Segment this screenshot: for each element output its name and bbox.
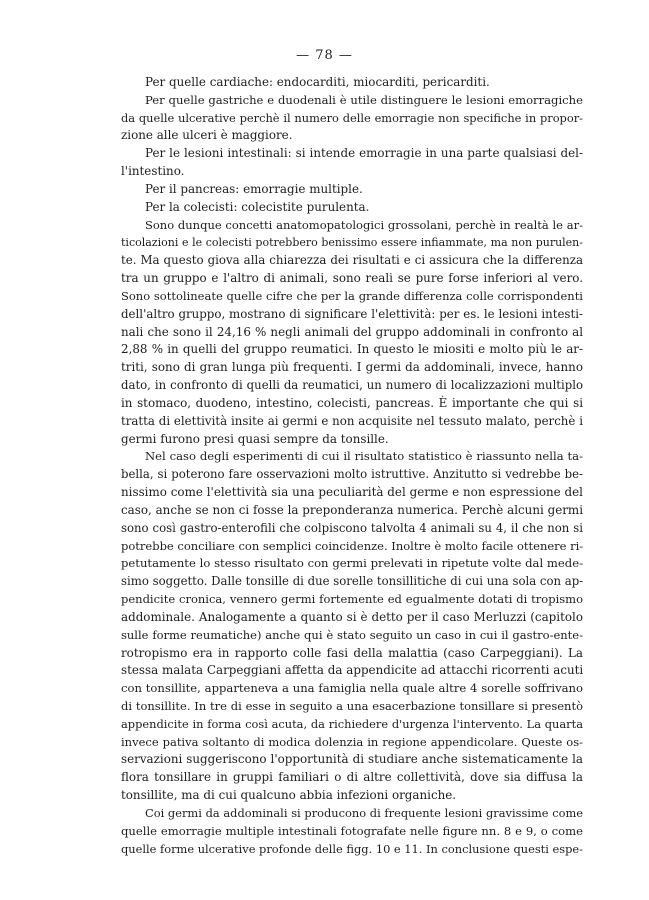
text-line: caso, anche se non ci fosse la preponderanza numerica. Perchè alcuni germi xyxy=(121,502,583,517)
text-line: tra un gruppo e l'altro di animali, sono reali se pure forse inferiori al vero. xyxy=(121,271,583,286)
text-line: Nel caso degli esperimenti di cui il risultato statistico è riassunto nella ta- xyxy=(145,449,583,464)
text-line: germi furono presi quasi sempre da tonsille. xyxy=(121,431,389,446)
text-line: con tonsillite, apparteneva a una famiglia nella quale altre 4 sorelle soffrivano xyxy=(121,681,583,696)
text-line: pendicite cronica, vennero germi fortemente ed egualmente dotati di tropismo xyxy=(121,592,583,607)
text-line: nali che sono il 24,16 % negli animali del gruppo addominali in confronto al xyxy=(121,324,583,339)
text-line: petutamente lo stesso risultato con germi prelevati in ripetute volte dal mede- xyxy=(121,556,583,571)
text-line: dell'altro gruppo, mostrano di significare l'elettività: per es. le lesioni intesti- xyxy=(121,306,583,321)
text-line: Sono sottolineate quelle cifre che per la grande differenza colle corrispondenti xyxy=(121,288,583,303)
text-line: stessa malata Carpeggiani affetta da appendicite ad attacchi ricorrenti acuti xyxy=(121,663,584,678)
text-line: servazioni suggeriscono l'opportunità di studiare anche sistematicamente la xyxy=(121,752,583,767)
text-line: te. Ma questo giova alla chiarezza dei risultati e ci assicura che la differenza xyxy=(121,253,583,268)
text-line: rotropismo era in rapporto colle fasi della malattia (caso Carpeggiani). La xyxy=(121,645,583,660)
page-number: — 78 — xyxy=(296,48,353,63)
text-line: simo soggetto. Dalle tonsille di due sorelle tonsillitiche di cui una sola con ap- xyxy=(121,574,584,589)
text-line: nissimo come l'elettività sia una peculiarità del germe e non espressione del xyxy=(121,485,583,500)
text-line: triti, sono di gran lunga più frequenti. I germi da addominali, invece, hanno xyxy=(121,360,583,375)
text-line: Per la colecisti: colecistite purulenta. xyxy=(145,199,370,214)
text-line: tonsillite, ma di cui qualcuno abbia infezioni organiche. xyxy=(121,788,457,803)
text-line: quelle emorragie multiple intestinali fotografate nelle figure nn. 8 e 9, o come xyxy=(121,823,583,838)
text-line: ticolazioni e le colecisti potrebbero benissimo essere infiammate, ma non purulen- xyxy=(121,236,583,250)
text-line: 2,88 % in quelli del gruppo reumatici. In questo le miositi e molto più le ar- xyxy=(121,342,583,357)
text-line: bella, si poterono fare osservazioni molto istruttive. Anzitutto si vedrebbe be- xyxy=(121,467,583,482)
text-line: di tonsillite. In tre di esse in seguito a una esacerbazione tonsillare si presentò xyxy=(121,698,583,713)
text-line: quelle forme ulcerative profonde delle figg. 10 e 11. In conclusione questi espe- xyxy=(121,841,583,856)
text-line: invece pativa soltanto di modica dolenzia in regione appendicolare. Queste os- xyxy=(121,734,583,749)
text-line: da quelle ulcerative perchè il numero delle emorragie non specifiche in propor- xyxy=(121,110,583,125)
text-line: Per le lesioni intestinali: si intende emorragie in una parte qualsiasi del- xyxy=(145,146,583,161)
text-line: flora tonsillare in gruppi familiari o di altre collettività, dove sia diffusa la xyxy=(121,770,583,785)
text-line: Sono dunque concetti anatomopatologici grossolani, perchè in realtà le ar- xyxy=(145,217,583,232)
text-line: tratta di elettività insite ai germi e non acquisite nel tessuto malato, perchè i xyxy=(121,413,583,428)
text-line: potrebbe conciliare con semplici coincidenze. Inoltre è molto facile ottenere ri- xyxy=(121,538,584,553)
text-line: appendicite in forma così acuta, da richiedere d'urgenza l'intervento. La quarta xyxy=(121,716,583,731)
text-line: sono così gastro-enterofili che colpiscono talvolta 4 animali su 4, il che non si xyxy=(121,520,583,535)
text-line: in stomaco, duodeno, intestino, colecisti, pancreas. È importante che qui si xyxy=(121,395,583,410)
text-line: addominale. Analogamente a quanto si è detto per il caso Merluzzi (capitolo xyxy=(121,609,583,624)
text-line: Per il pancreas: emorragie multiple. xyxy=(145,181,363,196)
text-line: Per quelle cardiache: endocarditi, miocarditi, pericarditi. xyxy=(145,75,490,89)
text-line: Coi germi da addominali si producono di frequente lesioni gravissime come xyxy=(145,805,583,820)
text-line: zione alle ulceri è maggiore. xyxy=(121,128,293,143)
text-line: sulle forme reumatiche) anche qui è stato seguito un caso in cui il gastro-ente- xyxy=(121,627,583,642)
text-line: dato, in confronto di quelli da reumatici, un numero di localizzazioni multiplo xyxy=(121,378,583,393)
body-text xyxy=(121,74,583,858)
text-line: Per quelle gastriche e duodenali è utile distinguere le lesioni emorragiche xyxy=(145,92,583,107)
text-line: l'intestino. xyxy=(121,164,185,179)
